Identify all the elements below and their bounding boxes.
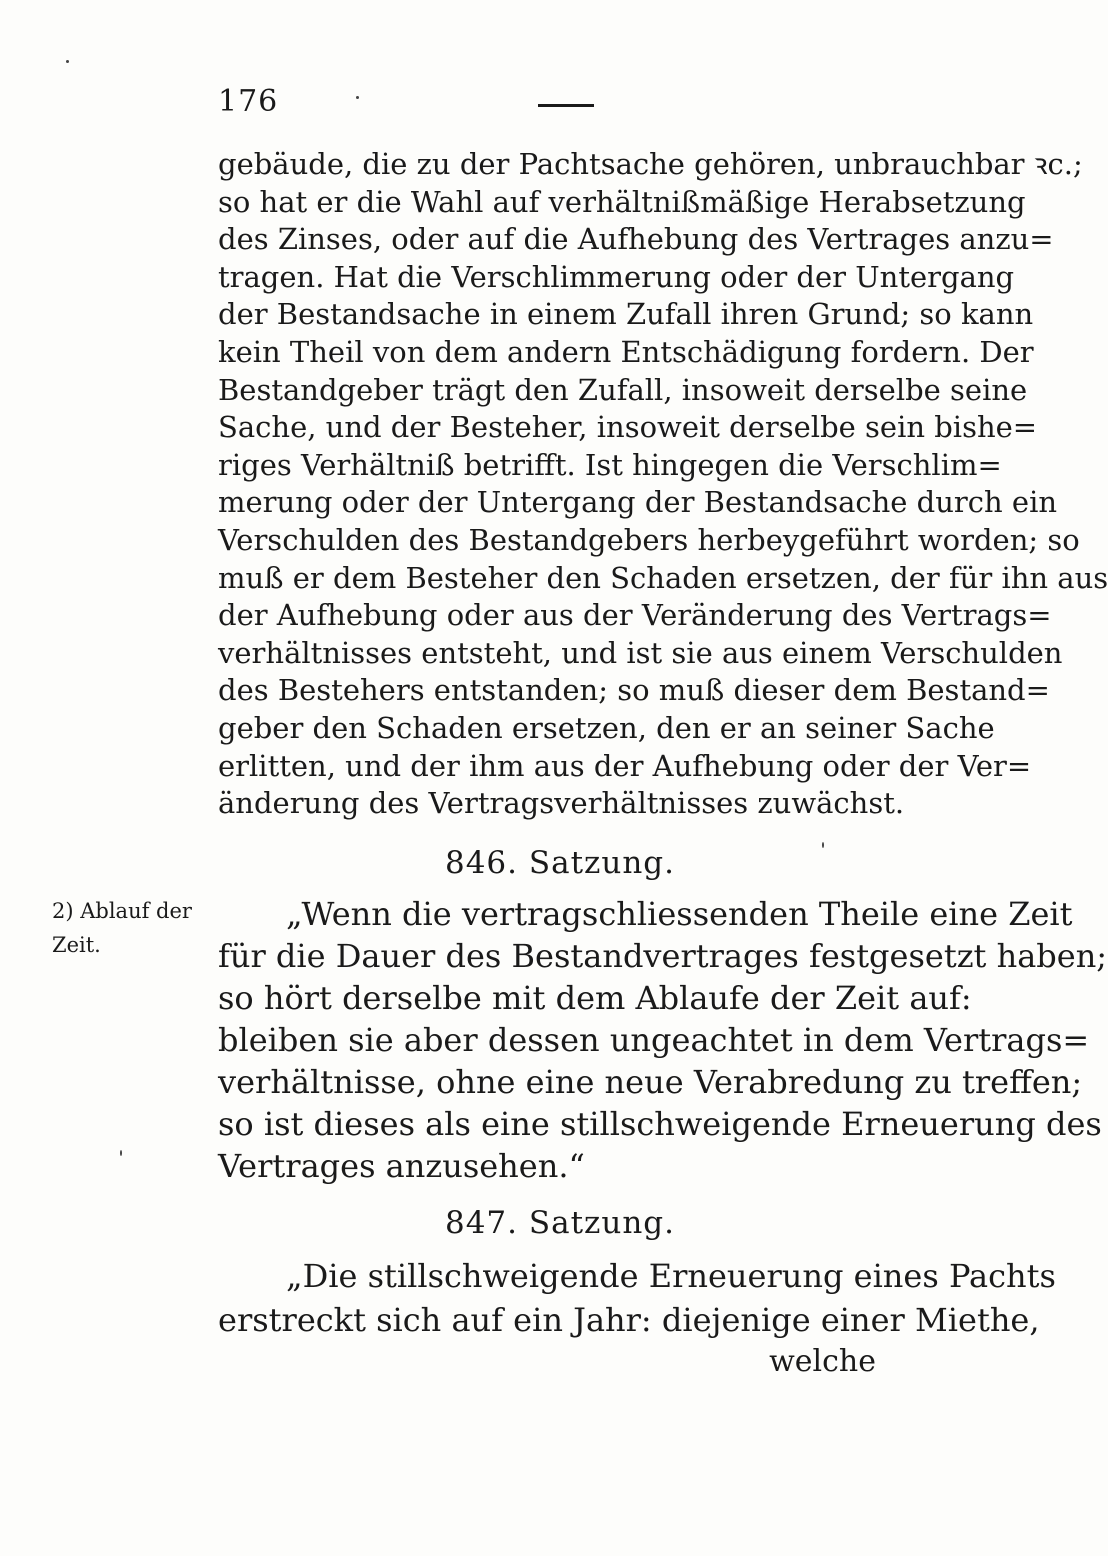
text-line: änderung des Vertragsverhältnisses zuwächst. — [218, 786, 905, 821]
section-heading-847: 847. Satzung. — [444, 1205, 675, 1241]
text-line: „Wenn die vertragschliessenden Theile eine Zeit — [286, 895, 1073, 933]
text-line: verhältnisse, ohne eine neue Verabredung zu treffen; — [218, 1063, 1083, 1101]
text-line: bleiben sie aber dessen ungeachtet in dem Vertrags= — [218, 1021, 1090, 1059]
text-line: Bestandgeber trägt den Zufall, insoweit derselbe seine — [218, 372, 1028, 407]
text-line: tragen. Hat die Verschlimmerung oder der Untergang — [218, 259, 1015, 294]
text-line: so hat er die Wahl auf verhältnißmäßige Herabsetzung — [218, 184, 1026, 219]
text-line: Verschulden des Bestandgebers herbeygeführt worden; so — [218, 523, 1080, 557]
text-line: Sache, und der Besteher, insoweit derselbe sein bishe= — [218, 410, 1038, 445]
paper-speck — [822, 842, 824, 848]
text-line: der Bestandsache in einem Zufall ihren Grund; so kann — [218, 297, 1034, 332]
text-line: erstreckt sich auf ein Jahr: diejenige einer Miethe, — [218, 1301, 1040, 1339]
paper-speck — [66, 60, 69, 63]
header-rule — [538, 104, 594, 107]
text-line: gebäude, die zu der Pachtsache gehören, unbrauchbar ꝛc.; — [218, 147, 1083, 181]
text-line: so hört derselbe mit dem Ablaufe der Zeit auf: — [218, 979, 972, 1017]
text-line: riges Verhältniß betrifft. Ist hingegen die Verschlim= — [218, 447, 1002, 482]
section-heading-846: 846. Satzung. — [444, 845, 675, 881]
catchword: welche — [769, 1344, 876, 1379]
text-line: des Zinses, oder auf die Aufhebung des Vertrages anzu= — [218, 222, 1054, 257]
text-line: für die Dauer des Bestandvertrages festgesetzt haben; — [218, 937, 1108, 975]
text-line: „Die stillschweigende Erneuerung eines Pachts — [286, 1257, 1056, 1295]
text-line: des Bestehers entstanden; so muß dieser dem Bestand= — [218, 673, 1050, 708]
margin-note-line-2: Zeit. — [52, 933, 101, 957]
text-line: kein Theil von dem andern Entschädigung fordern. Der — [218, 335, 1034, 369]
paper-speck — [356, 96, 359, 99]
margin-note-line-1: 2) Ablauf der — [52, 899, 192, 923]
text-line: geber den Schaden ersetzen, den er an seiner Sache — [218, 711, 995, 745]
text-line: verhältnisses entsteht, und ist sie aus einem Verschulden — [218, 635, 1063, 670]
text-line: der Aufhebung oder aus der Veränderung des Vertrags= — [218, 598, 1052, 633]
page-number: 176 — [218, 84, 279, 119]
text-line: muß er dem Besteher den Schaden ersetzen, der für ihn aus — [218, 560, 1108, 595]
paper-speck — [120, 1150, 122, 1156]
text-line: merung oder der Untergang der Bestandsache durch ein — [218, 485, 1058, 520]
text-line: so ist dieses als eine stillschweigende Erneuerung des — [218, 1105, 1102, 1143]
text-line: erlitten, und der ihm aus der Aufhebung oder der Ver= — [218, 748, 1032, 783]
text-line: Vertrages anzusehen.“ — [218, 1147, 585, 1185]
